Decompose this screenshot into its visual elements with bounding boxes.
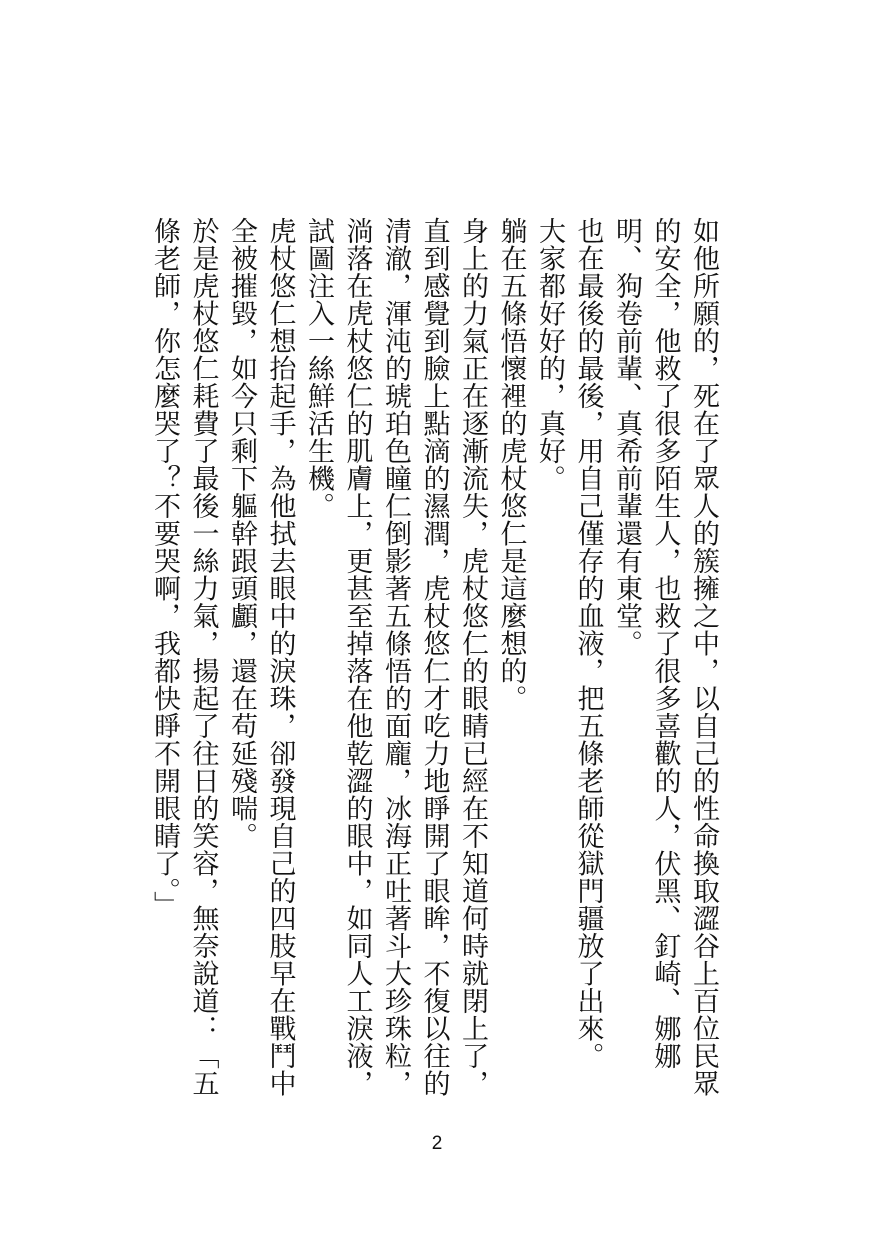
- paragraph-1: 如他所願的，死在了眾人的簇擁之中，以自己的性命換取澀谷上百位民眾的安全，他救了很多陌生人，也救了很多喜歡的人，伏黑、釘崎、娜娜明、狗卷前輩、真希前輩還有東堂。: [611, 217, 719, 1097]
- paragraph-4: 躺在五條悟懷裡的虎杖悠仁是這麼想的。: [495, 217, 527, 712]
- vertical-text-body: [122, 190, 722, 1110]
- paragraph-2: 也在最後的最後，用自己僅存的血液，把五條老師從獄門疆放了出來。: [572, 217, 604, 1070]
- page-number: 2: [431, 1133, 443, 1154]
- paragraph-7: 於是虎杖悠仁耗費了最後一絲力氣，揚起了往日的笑容，無奈說道：「五條老師，你怎麼哭了？不要哭啊，我都快睜不開眼睛了。」: [149, 217, 219, 1097]
- paragraph-3: 大家都好好的，真好。: [534, 217, 565, 492]
- paragraph-6: 虎杖悠仁想抬起手，為他拭去眼中的淚珠，卻發現自己的四肢早在戰鬥中全被摧毀，如今只剩下軀幹跟頭顱，還在苟延殘喘。: [226, 217, 296, 1097]
- paragraph-5: 身上的力氣正在逐漸流失，虎杖悠仁的眼睛已經在不知道何時就閉上了，直到感覺到臉上點滴的濕潤，虎杖悠仁才吃力地睜開了眼眸，不復以往的清澈，渾沌的琥珀色瞳仁倒影著五條悟的面龐，冰海正吐著斗大珍珠粒，淌落在虎杖悠仁的肌膚上，更甚至掉落在他乾澀的眼中，如同人工淚液，試圖注入一絲鮮活生機。: [303, 217, 488, 1097]
